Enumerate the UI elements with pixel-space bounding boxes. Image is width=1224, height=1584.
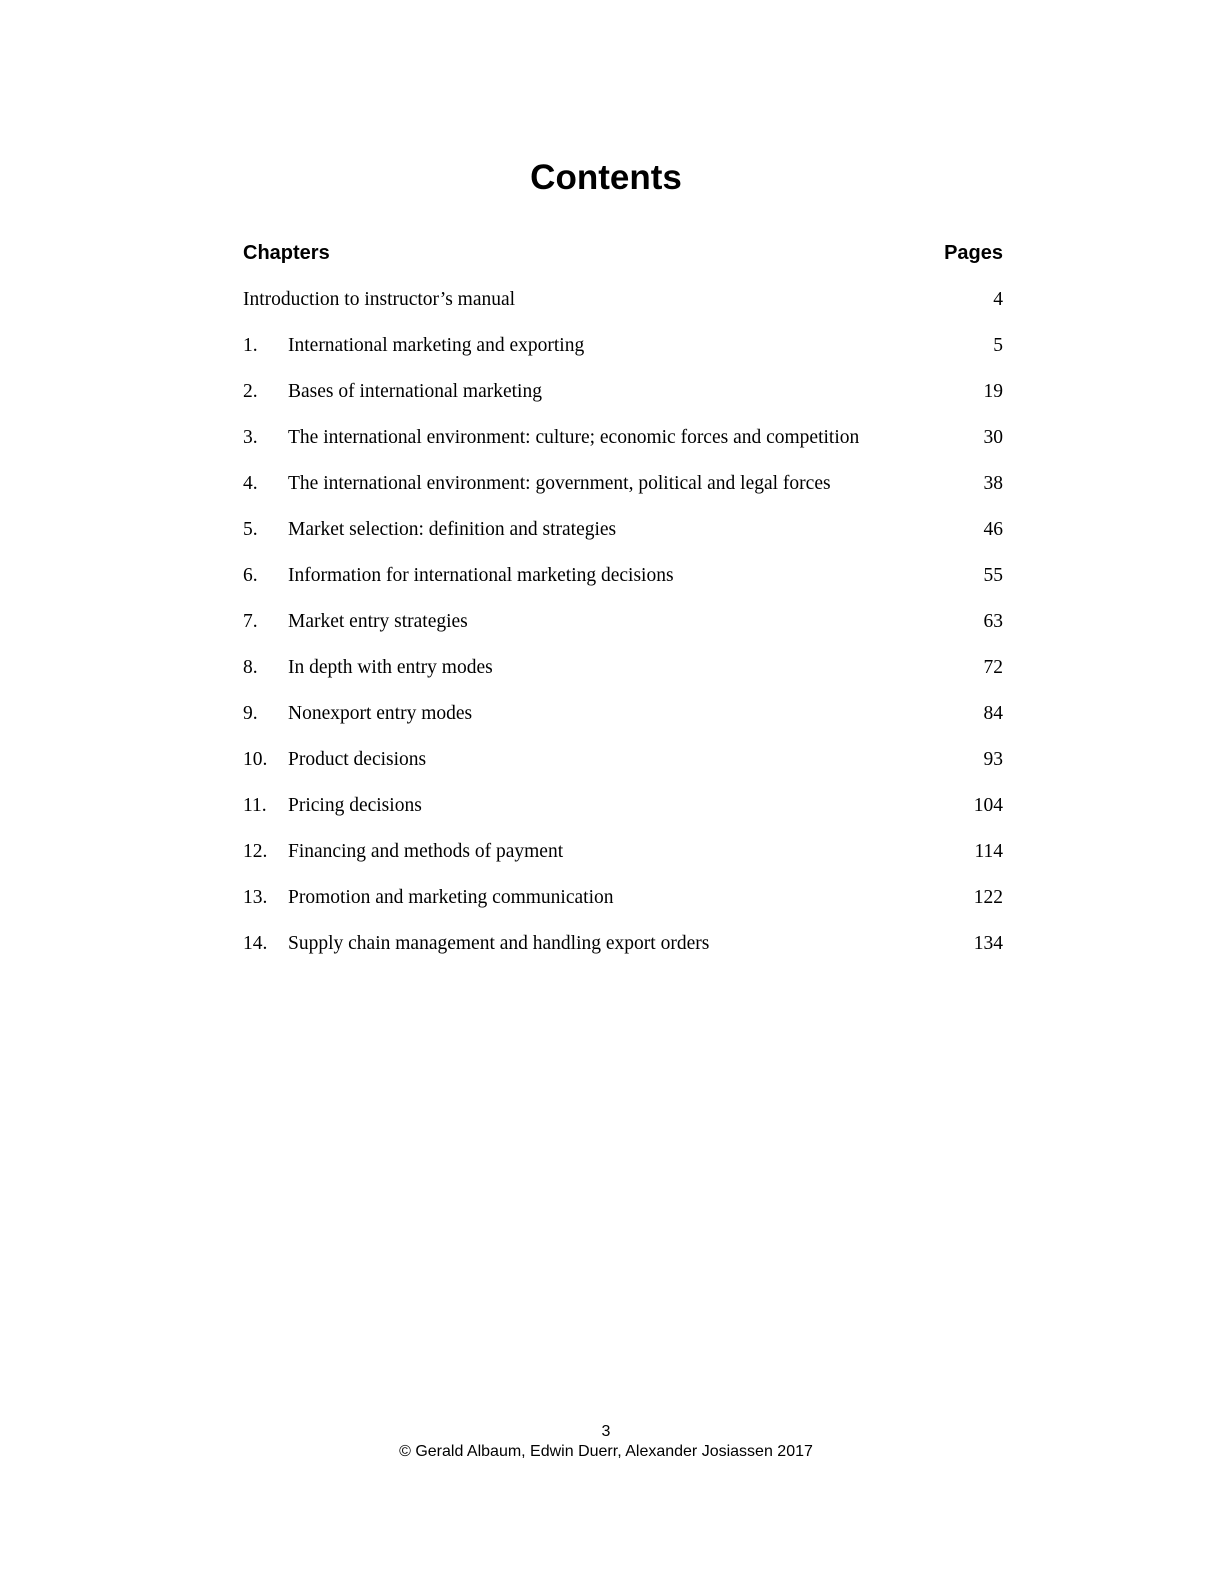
toc-entry[interactable] <box>243 656 1003 702</box>
toc-entry-page: 5 <box>993 335 1003 356</box>
toc-entry[interactable] <box>243 932 1003 978</box>
toc-entry-page: 38 <box>983 473 1003 494</box>
toc-entry-page: 114 <box>974 841 1003 862</box>
toc-entry[interactable] <box>243 472 1003 518</box>
toc-entry-title: Nonexport entry modes <box>288 703 473 724</box>
toc-entry-page: 134 <box>973 933 1003 954</box>
toc-entry-page: 84 <box>983 703 1003 724</box>
toc-entry[interactable] <box>243 886 1003 932</box>
toc-entry-number: 3. <box>243 427 258 448</box>
toc-entry-page: 63 <box>983 611 1003 632</box>
toc-entry-number: 11. <box>243 795 267 816</box>
chapters-heading: Chapters <box>243 242 330 264</box>
toc-entry[interactable] <box>243 610 1003 656</box>
toc-list <box>243 288 1003 978</box>
toc-entry-title: Introduction to instructor’s manual <box>243 289 516 310</box>
toc-entry[interactable] <box>243 748 1003 794</box>
toc-entry-title: Promotion and marketing communication <box>288 887 614 908</box>
toc-entry-number: 8. <box>243 657 258 678</box>
toc-entry-intro[interactable] <box>243 288 1003 334</box>
toc-entry-title: Supply chain management and handling export orders <box>288 933 710 954</box>
toc-entry-number: 4. <box>243 473 258 494</box>
toc-entry[interactable] <box>243 840 1003 886</box>
toc-entry-title: The international environment: culture; economic forces and competition <box>288 427 860 448</box>
toc-entry-number: 14. <box>243 933 268 954</box>
toc-entry-number: 7. <box>243 611 258 632</box>
toc-header <box>243 240 1003 266</box>
toc-entry-page: 30 <box>983 427 1003 448</box>
toc-entry-title: International marketing and exporting <box>288 335 585 356</box>
toc-entry-title: Pricing decisions <box>288 795 422 816</box>
toc-entry-title: Market selection: definition and strategies <box>288 519 617 540</box>
toc-entry-title: Bases of international marketing <box>288 381 542 402</box>
toc-entry-title: Financing and methods of payment <box>288 841 564 862</box>
pages-heading: Pages <box>944 242 1003 264</box>
toc-entry-page: 122 <box>973 887 1003 908</box>
toc-entry-title: Information for international marketing decisions <box>288 565 674 586</box>
toc-entry-page: 46 <box>983 519 1003 540</box>
toc-entry-number: 13. <box>243 887 268 908</box>
toc-entry-number: 1. <box>243 335 258 356</box>
toc-entry-number: 12. <box>243 841 268 862</box>
toc-entry[interactable] <box>243 518 1003 564</box>
toc-entry-number: 5. <box>243 519 258 540</box>
toc-entry-number: 9. <box>243 703 258 724</box>
copyright-notice: © Gerald Albaum, Edwin Duerr, Alexander Josiassen 2017 <box>399 1443 813 1460</box>
toc-entry-page: 19 <box>983 381 1003 402</box>
toc-entry-page: 4 <box>993 289 1003 310</box>
page-footer <box>0 1422 1212 1462</box>
toc-entry[interactable] <box>243 426 1003 472</box>
toc-entry-number: 10. <box>243 749 268 770</box>
toc-entry-number: 2. <box>243 381 258 402</box>
toc-entry-page: 55 <box>983 565 1003 586</box>
toc-entry-title: Market entry strategies <box>288 611 468 632</box>
toc-entry-title: The international environment: government, political and legal forces <box>288 473 831 494</box>
toc-entry-page: 104 <box>973 795 1003 816</box>
page-title: Contents <box>530 158 682 197</box>
toc-entry[interactable] <box>243 564 1003 610</box>
toc-entry[interactable] <box>243 334 1003 380</box>
toc-entry-page: 93 <box>983 749 1003 770</box>
toc-entry[interactable] <box>243 380 1003 426</box>
table-of-contents <box>243 240 1003 978</box>
toc-entry-title: In depth with entry modes <box>288 657 493 678</box>
page-number: 3 <box>601 1423 611 1440</box>
toc-entry-number: 6. <box>243 565 258 586</box>
toc-entry-page: 72 <box>983 657 1003 678</box>
toc-entry[interactable] <box>243 794 1003 840</box>
toc-entry[interactable] <box>243 702 1003 748</box>
toc-entry-title: Product decisions <box>288 749 427 770</box>
